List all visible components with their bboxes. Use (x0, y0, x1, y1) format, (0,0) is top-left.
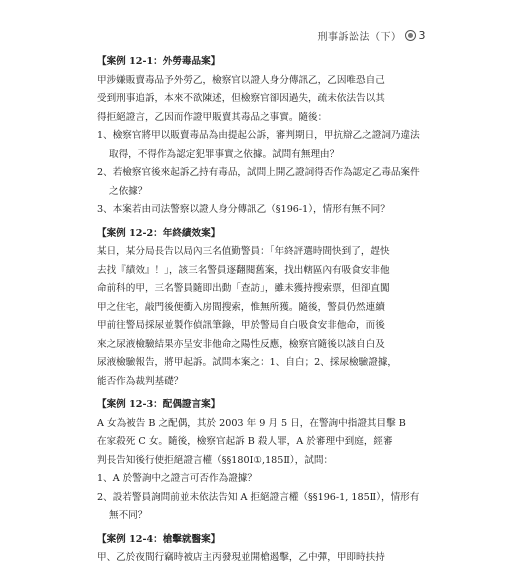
case-question: 3、本案若由司法警察以證人身分傳訊乙（§196-1），情形有無不同？ (97, 204, 390, 215)
case-question: 1、檢察官將甲以販賣毒品為由提起公訴，審判期日，甲抗辯乙之證詞乃違法取得，不得作為認定犯罪事實之依據。試問有無理由？ (97, 130, 420, 160)
case-text-line: 甲之住宅，敲門後便衝入房間搜索，惟無所獲。隨後，警員仍然連續 (97, 301, 385, 313)
case-text-line: 命前科的甲，三名警員隨即出動「查訪」，雖未獲持搜索票，但卻直闖 (97, 283, 390, 294)
case-title: 【案例 12-1：外勞毒品案】 (97, 56, 221, 67)
page-body (97, 53, 423, 568)
running-header (318, 28, 427, 43)
case-text-line: 甲前往警局採尿並製作偵訊筆錄，甲於警局自白吸食安非他命，而後 (97, 320, 385, 331)
case-question: 2、若檢察官後來起訴乙持有毒品，試問上開乙證詞得否作為認定乙毒品案件之依據？ (97, 167, 420, 197)
page-number: 3 (418, 29, 426, 42)
case-text-line: 在家殺死 C 女。隨後，檢察官起訴 B 殺人罪，A 於審理中到庭，經審 (97, 436, 393, 447)
case-title: 【案例 12-3：配偶證言案】 (97, 399, 221, 410)
case-text-line: 能否作為裁判基礎？ (97, 375, 184, 387)
case-text-line: 來之尿液檢驗結果亦呈安非他命之陽性反應，檢察官隨後以該自白及 (97, 338, 385, 350)
page-marker-icon (405, 30, 416, 41)
case-text-line: 判長告知後行使拒絕證言權（§§180Ⅰ①,185Ⅱ），試問： (97, 454, 334, 466)
case-text-line: 去找『績效』！」，該三名警員逐翻閱舊案，找出轄區內有吸食安非他 (97, 264, 390, 276)
case-title: 【案例 12-2：年終績效案】 (97, 227, 221, 239)
case-question: 2、設若警員詢問前並未依法告知 A 拒絕證言權（§§196-1, 185Ⅱ），情形有無不同？ (97, 491, 420, 521)
case-title: 【案例 12-4：槍擊就醫案】 (97, 533, 221, 545)
case-text-line: 尿液檢驗報告，將甲起訴。試問本案之：1、自白；2、採尿檢驗證據， (97, 357, 398, 368)
case-text-line: 甲、乙於夜間行竊時被店主丙發現並開槍遏擊，乙中彈，甲即時扶持 (97, 552, 385, 563)
case-text-line: 某日，某分局長告以局內三名值勤警員：「年終評選時間快到了，趕快 (97, 246, 390, 257)
case-question: 1、A 於警詢中之證言可否作為證據？ (97, 473, 257, 484)
case-text-line: 得拒絕證言，乙因而作證甲販賣其毒品之事實。隨後： (97, 111, 328, 123)
case-text-line: A 女為被告 B 之配偶，其於 2003 年 9 月 5 日，在警詢中指證其目擊 B (97, 417, 406, 429)
case-text-line: 受到刑事追訴，本來不欲陳述，但檢察官卻因過失，疏未依法告以其 (97, 93, 385, 104)
case-text-line: 甲涉嫌販賣毒品予外勞乙，檢察官以證人身分傳訊乙，乙因唯恐自己 (97, 74, 385, 86)
running-title: 刑事訴訟法（下） (317, 32, 402, 43)
